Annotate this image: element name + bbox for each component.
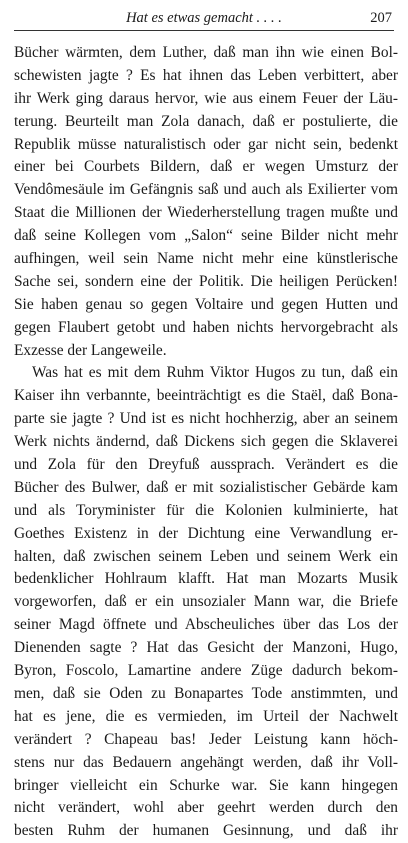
text-line: Bücher wärmten, dem Luther, daß man ihn wie einen Bol- — [14, 44, 398, 61]
text-line: halten, daß zwischen seinem Leben und seinem Werk ein — [14, 547, 398, 565]
text-line: nicht verändert, wohl aber geehrt werden durch den — [14, 799, 398, 817]
text-line: ihr Werk ging daraus hervor, wie aus einem Feuer der Läu- — [14, 89, 398, 107]
page-number: 207 — [370, 10, 392, 26]
text-line: bedenklicher Hohlraum klafft. Hat man Mozarts Musik — [14, 570, 398, 588]
text-line: hat es jene, die es vermieden, im Urteil der Nachwelt — [14, 707, 398, 725]
text-line: men, daß sie Oden zu Bonapartes Tode anstimmten, und — [14, 684, 398, 702]
text-line: terung. Beurteilt man Zola danach, daß er postulierte, die — [14, 112, 398, 130]
text-line: seiner Magd öffnete und Abscheuliches über das Los der — [14, 616, 398, 634]
text-line: vorgeworfen, daß er ein unsozialer Mann war, die Briefe — [14, 593, 398, 611]
paragraph-2 — [14, 362, 398, 843]
text-line: daß seine Kollegen vom „Salon“ seine Bilder nicht mehr — [14, 227, 398, 245]
text-line: und als Toryminister für die Kolonien kulminierte, hat — [14, 501, 398, 519]
text-line: besten Ruhm der humanen Gesinnung, und daß ihr — [14, 822, 398, 840]
text-line: Sache sei, sondern eine der Politik. Die heiligen Perücken! — [14, 272, 398, 290]
text-line: Vendômesäule im Gefängnis saß und auch als Exilierter vom — [14, 181, 398, 199]
text-line: und Zola für den Dreyfuß aussprach. Verändert es die — [14, 456, 398, 474]
text-line: Kaiser ihn verbannte, beeinträchtigt es die Staël, daß Bona- — [14, 387, 398, 405]
text-line: Werk nichts ändernd, daß Dickens sich gegen die Sklaverei — [14, 433, 398, 451]
text-line: aufhingen, weil sein Name nicht mehr eine künstlerische — [14, 250, 398, 268]
text-line: bringer vielleicht ein Schurke war. Sie kann hingegen — [14, 776, 398, 794]
page-header — [14, 8, 394, 31]
text-line: Exzesse der Langeweile. — [14, 341, 167, 359]
text-line: Bücher des Bulwer, daß er mit sozialistischer Gebärde kam — [14, 478, 398, 496]
text-line: Sie haben genau so gegen Voltaire und gegen Hutten und — [14, 295, 398, 313]
text-line: stens nur das Bedauern angehängt werden, daß ihr Voll- — [14, 753, 398, 771]
text-line: einer bei Courbets Bildern, daß er wegen Umsturz der — [14, 158, 398, 176]
running-title: Hat es etwas gemacht . . . . — [126, 10, 282, 26]
text-line: Dienenden sagte ? Hat das Gesicht der Manzoni, Hugo, — [14, 639, 398, 657]
text-line: gegen Flaubert getobt und haben nichts hervorgebracht als — [14, 318, 398, 336]
text-line: Was hat es mit dem Ruhm Viktor Hugos zu tun, daß ein — [32, 364, 398, 382]
text-line: Republik müsse naturalistisch oder gar nicht sein, bedenkt — [14, 135, 398, 153]
text-line: Goethes Existenz in der Dichtung eine Verwandlung er- — [14, 524, 398, 542]
text-line: verändert ? Chapeau bas! Jeder Leistung kann höch- — [14, 730, 398, 748]
text-line: schewisten jagte ? Es hat ihnen das Leben verbittert, aber — [14, 66, 398, 84]
text-line: Byron, Foscolo, Lamartine andere Züge dadurch bekom- — [14, 662, 398, 680]
body-text — [14, 42, 398, 843]
text-line: parte sie jagte ? Und ist es nicht hochherzig, aber an seinem — [14, 410, 398, 428]
paragraph-1 — [14, 42, 398, 362]
text-line: Staat die Millionen der Wiederherstellung tragen mußte und — [14, 204, 398, 222]
